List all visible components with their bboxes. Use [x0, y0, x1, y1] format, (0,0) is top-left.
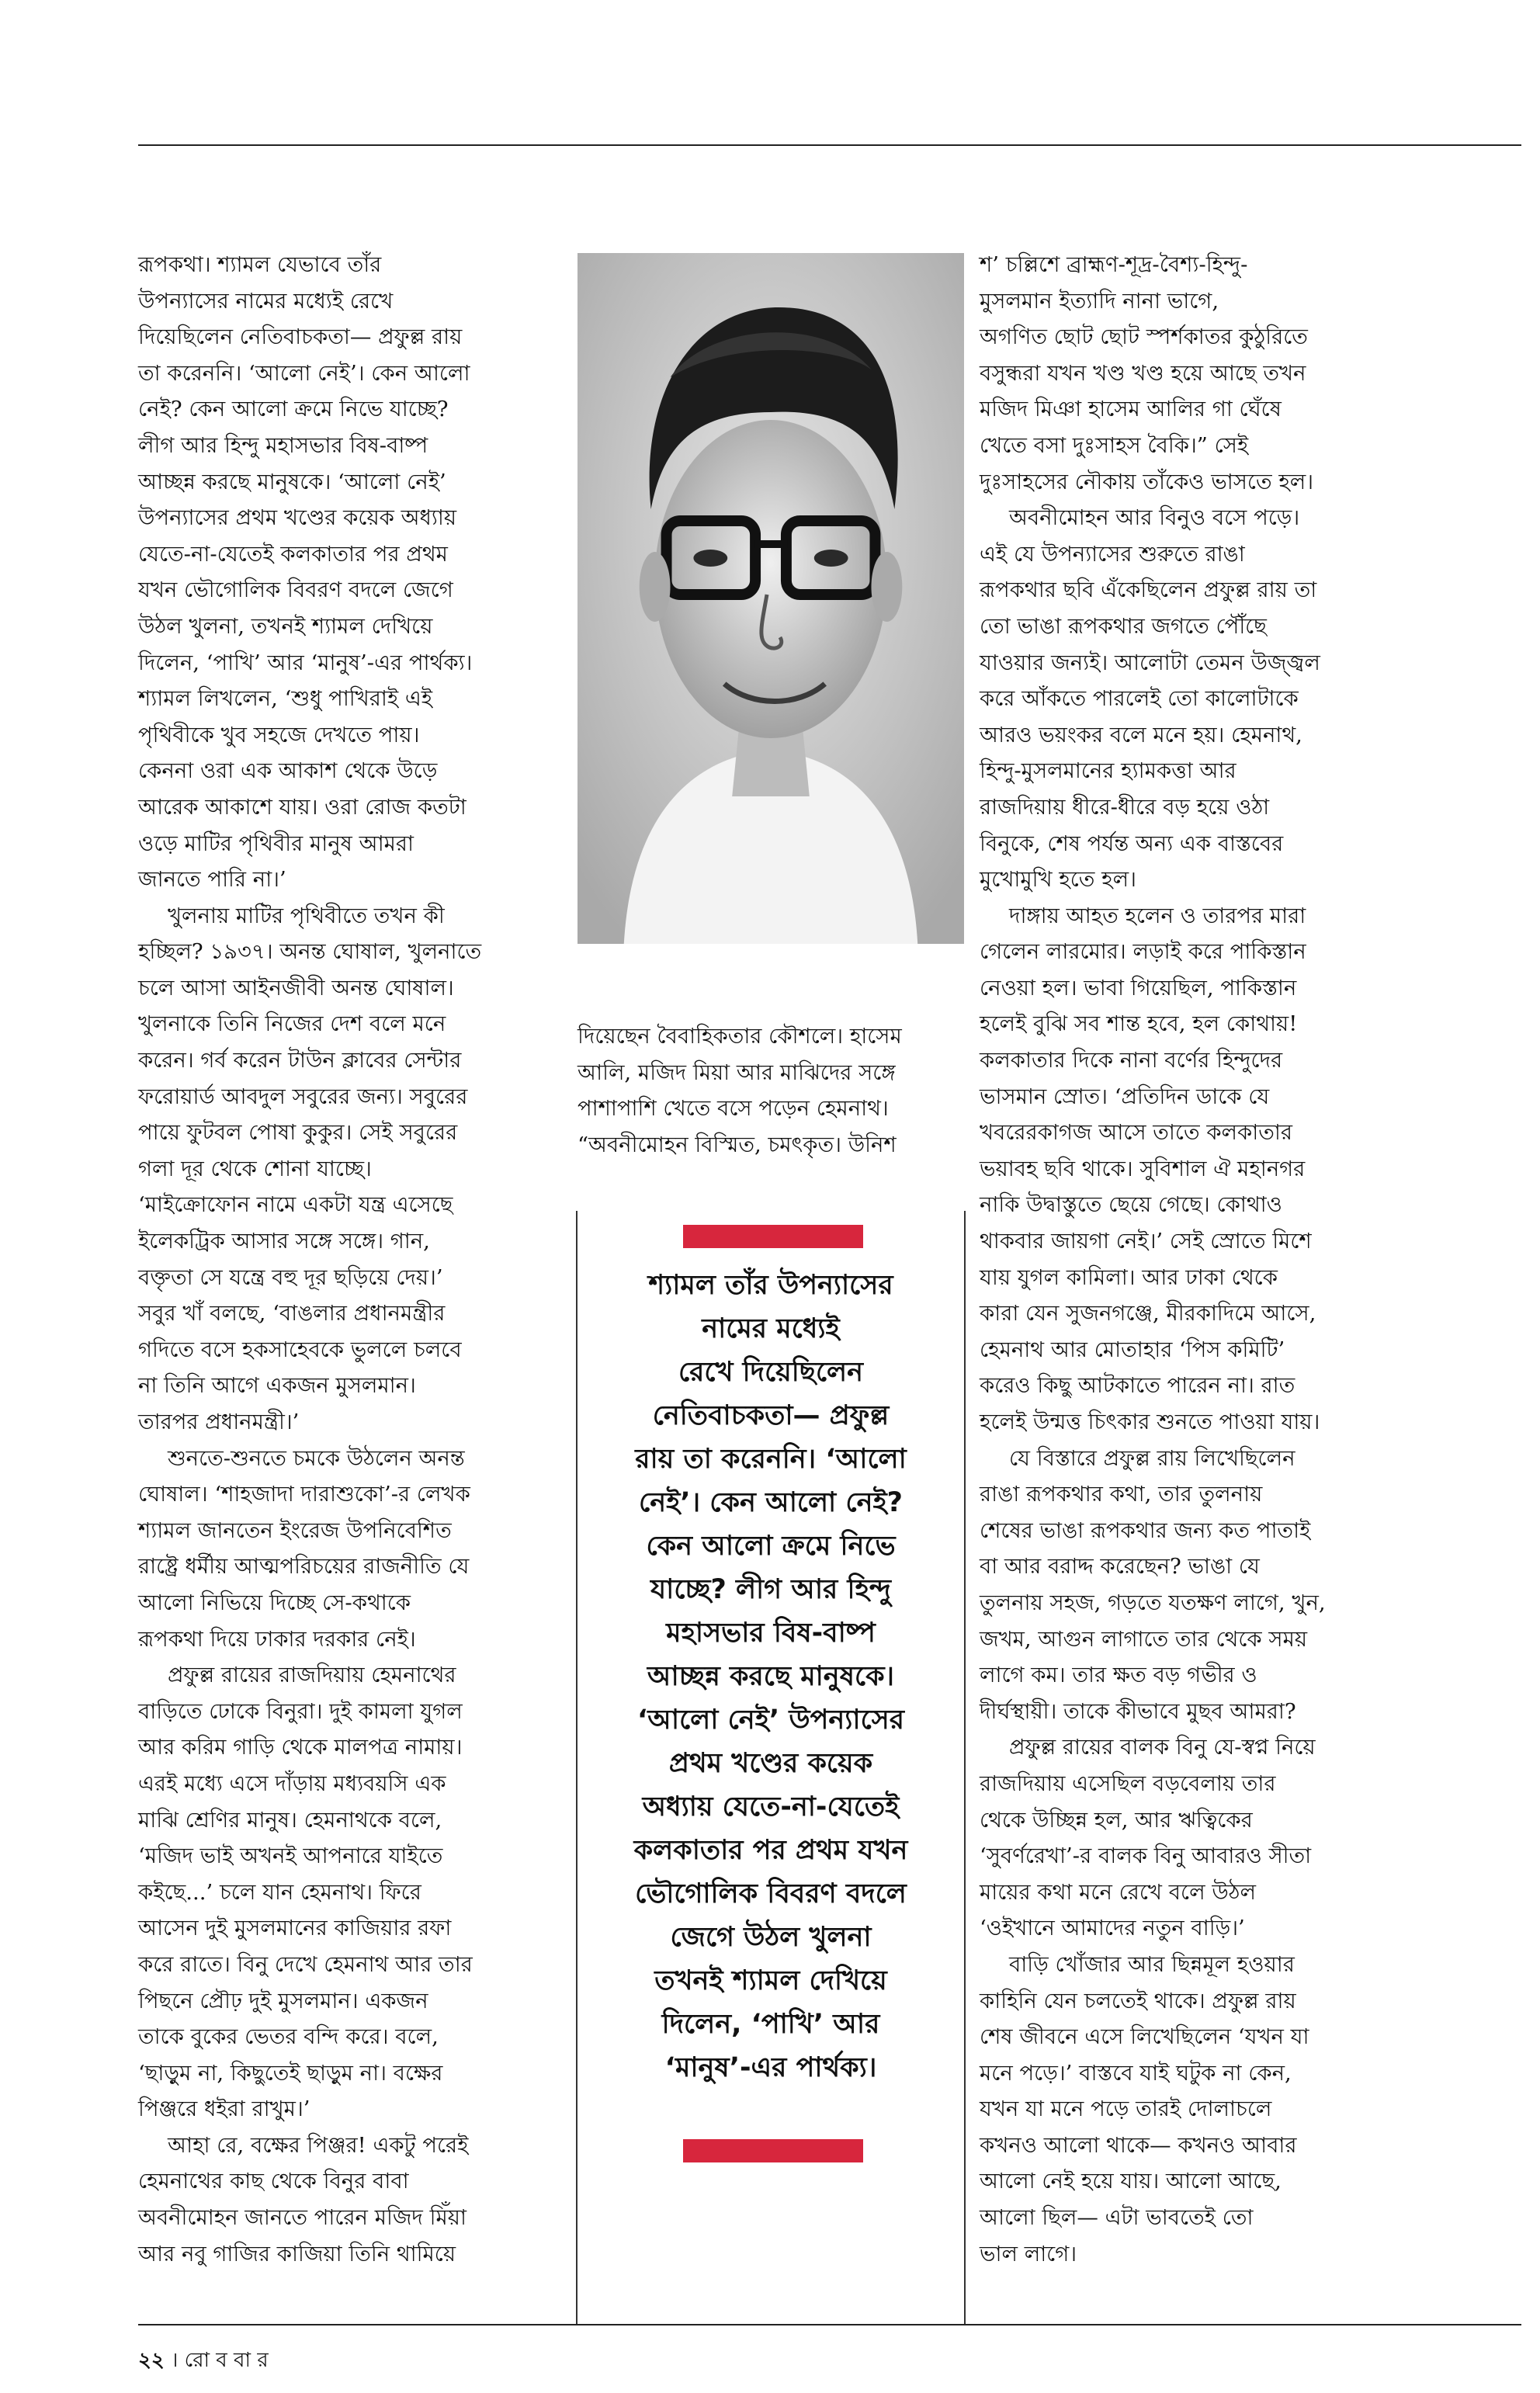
pull-quote-line: রেখে দিয়েছিলেন: [678, 1357, 864, 1388]
right-column-line: ভাসমান স্রোত। ‘প্রতিদিন ডাকে যে: [980, 1084, 1270, 1109]
right-column-line: করে আঁকতে পারলেই তো কালোটাকে: [980, 686, 1299, 712]
left-column-line: করেন। গর্ব করেন টাউন ক্লাবের সেন্টার: [138, 1048, 462, 1073]
right-column-line: আরও ভয়ংকর বলে মনে হয়। হেমনাথ,: [980, 722, 1302, 747]
left-column-line: আরেক আকাশে যায়। ওরা রোজ কতটা: [138, 794, 467, 820]
pull-quote-border-right: [964, 1211, 966, 2324]
right-column-line: নাকি উদ্বাস্তুতে ছেয়ে গেছে। কোথাও: [980, 1192, 1282, 1218]
right-column-line: কখনও আলো থাকে— কখনও আবার: [980, 2132, 1297, 2158]
right-column-line: নেওয়া হল। ভাবা গিয়েছিল, পাকিস্তান: [980, 975, 1297, 1001]
pull-quote: [579, 1264, 962, 2090]
left-column-line: অবনীমোহন জানতে পারেন মজিদ মিঁয়া: [138, 2205, 467, 2231]
right-column-line: অগণিত ছোট ছোট স্পর্শকাতর কুঠুরিতে: [980, 324, 1308, 350]
left-column-line: আর নবু গাজির কাজিয়া তিনি থামিয়ে: [138, 2241, 456, 2266]
pull-quote-line: জেগে উঠল খুলনা: [670, 1922, 872, 1953]
left-column-line: শ্যামল জানতেন ইংরেজ উপনিবেশিত: [138, 1517, 452, 1543]
bottom-rule: [138, 2324, 1521, 2325]
right-column-line: কারা যেন সুজনগঞ্জে, মীরকাদিমে আসে,: [980, 1301, 1316, 1327]
left-column-line: বাড়িতে ঢোকে বিনুরা। দুই কামলা যুগল: [138, 1698, 463, 1724]
right-column-line: ভাল লাগে।: [980, 2241, 1077, 2266]
left-column-line: আচ্ছন্ন করছে মানুষকে। ‘আলো নেই’: [138, 469, 446, 494]
right-column-line: করেও কিছু আটকাতে পারেন না। রাত: [980, 1373, 1295, 1399]
left-column-line: আর করিম গাড়ি থেকে মালপত্র নামায়।: [138, 1735, 463, 1760]
left-column-line: ঘোষাল। ‘শাহজাদা দারাশুকো’-র লেখক: [138, 1482, 470, 1507]
pull-quote-line: ‘আলো নেই’ উপন্যাসের: [636, 1705, 905, 1736]
left-column-line: পৃথিবীকে খুব সহজে দেখতে পায়।: [138, 722, 420, 747]
left-column-line: এরই মধ্যে এসে দাঁড়ায় মধ্যবয়সি এক: [138, 1770, 446, 1796]
right-column-line: হেমনাথ আর মোতাহার ‘পিস কমিটি’: [980, 1337, 1285, 1362]
left-column-line: আলো নিভিয়ে দিচ্ছে সে-কথাকে: [138, 1590, 411, 1615]
right-column-line: বিনুকে, শেষ পর্যন্ত অন্য এক বাস্তবের: [980, 831, 1284, 856]
middle-column-line: আলি, মজিদ মিয়া আর মাঝিদের সঙ্গে: [578, 1060, 896, 1085]
left-column-line: রূপকথা। শ্যামল যেভাবে তাঁর: [138, 252, 382, 277]
left-column-line: বক্তৃতা সে যন্ত্রে বহু দূর ছড়িয়ে দেয়।’: [138, 1264, 443, 1290]
right-column-line: প্রফুল্ল রায়ের বালক বিনু যে-স্বপ্ন নিয়ে: [1009, 1735, 1316, 1760]
pull-quote-line: তখনই শ্যামল দেখিয়ে: [654, 1965, 887, 1996]
pull-quote-line: শ্যামল তাঁর উপন্যাসের: [648, 1270, 893, 1301]
left-column-line: যখন ভৌগোলিক বিবরণ বদলে জেগে: [138, 577, 453, 603]
left-column-line: গলা দূর থেকে শোনা যাচ্ছে।: [138, 1156, 372, 1181]
right-column-line: হলেই বুঝি সব শান্ত হবে, হল কোথায়!: [980, 1011, 1298, 1037]
left-column-line: না তিনি আগে একজন মুসলমান।: [138, 1373, 416, 1399]
right-column-line: মনে পড়ে।’ বাস্তবে যাই ঘটুক না কেন,: [980, 2060, 1292, 2086]
right-column-line: যাওয়ার জন্যই। আলোটা তেমন উজ্জ্বল: [980, 650, 1320, 675]
right-column-line: রাজদিয়ায় এসেছিল বড়বেলায় তার: [980, 1770, 1276, 1796]
left-column-line: যেতে-না-যেতেই কলকাতার পর প্রথম: [138, 541, 448, 567]
left-column-line: শুনতে-শুনতে চমকে উঠলেন অনন্ত: [168, 1445, 465, 1471]
left-column-line: সবুর খাঁ বলছে, ‘বাঙলার প্রধানমন্ত্রীর: [138, 1301, 446, 1327]
left-column-line: কেননা ওরা এক আকাশ থেকে উড়ে: [138, 758, 438, 784]
right-column-line: রাঙা রূপকথার কথা, তার তুলনায়: [980, 1482, 1263, 1507]
pull-quote-line: আচ্ছন্ন করছে মানুষকে।: [647, 1661, 895, 1692]
right-column-line: এই যে উপন্যাসের শুরুতে রাঙা: [980, 541, 1245, 567]
pull-quote-accent-bar-bottom: [683, 2139, 863, 2162]
pull-quote-line: ‘মানুষ’-এর পার্থক্য।: [664, 2052, 877, 2083]
right-column-line: অবনীমোহন আর বিনুও বসে পড়ে।: [1009, 505, 1300, 531]
right-column-line: তুলনায় সহজ, গড়তে যতক্ষণ লাগে, খুন,: [980, 1590, 1326, 1615]
left-column-line: কইছে...’ চলে যান হেমনাথ। ফিরে: [138, 1879, 421, 1905]
right-column-line: শ’ চল্লিশে ব্রাহ্মণ-শূদ্র-বৈশ্য-হিন্দু-: [980, 252, 1248, 277]
left-column-line: নেই? কেন আলো ক্রমে নিভে যাচ্ছে?: [138, 397, 449, 422]
pull-quote-line: মহাসভার বিষ-বাষ্প: [666, 1618, 876, 1649]
right-column-line: মায়ের কথা মনে রেখে বলে উঠল: [980, 1879, 1256, 1905]
left-column-line: জানতে পারি না।’: [138, 867, 286, 893]
pull-quote-border-left: [576, 1211, 578, 2324]
left-column-line: হেমনাথের কাছ থেকে বিনুর বাবা: [138, 2169, 409, 2194]
pull-quote-line: নেই’। কেন আলো নেই?: [639, 1487, 903, 1518]
right-column-line: কলকাতার দিকে নানা বর্ণের হিন্দুদের: [980, 1048, 1283, 1073]
pull-quote-line: যাচ্ছে? লীগ আর হিন্দু: [650, 1574, 891, 1605]
right-column-line: দাঙ্গায় আহত হলেন ও তারপর মারা: [1009, 903, 1306, 928]
left-column-line: তাকে বুকের ভেতর বন্দি করে। বলে,: [138, 2024, 439, 2050]
article-column-left: [138, 247, 573, 2272]
left-column-line: লীগ আর হিন্দু মহাসভার বিষ-বাষ্প: [138, 432, 428, 458]
right-column-line: লাগে কম। তার ক্ষত বড় গভীর ও: [980, 1663, 1257, 1688]
footer-separator: ।: [171, 2349, 179, 2372]
right-column-line: আলো নেই হয়ে যায়। আলো আছে,: [980, 2169, 1282, 2194]
left-column-line: রূপকথা দিয়ে ঢাকার দরকার নেই।: [138, 1626, 416, 1652]
right-column-line: মুখোমুখি হতে হল।: [980, 867, 1136, 893]
pull-quote-line: ভৌগোলিক বিবরণ বদলে: [635, 1878, 907, 1909]
pull-quote-line: প্রথম খণ্ডের কয়েক: [668, 1748, 873, 1779]
middle-column-line: পাশাপাশি খেতে বসে পড়েন হেমনাথ।: [578, 1096, 889, 1122]
left-column-line: প্রফুল্ল রায়ের রাজদিয়ায় হেমনাথের: [168, 1663, 456, 1688]
right-column-line: বাড়ি খোঁজার আর ছিন্নমূল হওয়ার: [1009, 1951, 1295, 1977]
right-column-line: ভয়াবহ ছবি থাকে। সুবিশাল ঐ মহানগর: [980, 1156, 1306, 1181]
right-column-line: দুঃসাহসের নৌকায় তাঁকেও ভাসতে হল।: [980, 469, 1314, 494]
right-column-line: কাহিনি যেন চলতেই থাকে। প্রফুল্ল রায়: [980, 1988, 1296, 2013]
left-column-line: দিয়েছিলেন নেতিবাচকতা— প্রফুল্ল রায়: [138, 324, 463, 350]
left-column-line: পায়ে ফুটবল পোষা কুকুর। সেই সবুরের: [138, 1120, 458, 1146]
right-column-line: আলো ছিল— এটা ভাবতেই তো: [980, 2205, 1254, 2231]
right-column-line: হলেই উন্মত্ত চিৎকার শুনতে পাওয়া যায়।: [980, 1410, 1320, 1434]
left-column-line: খুলনাকে তিনি নিজের দেশ বলে মনে: [138, 1011, 446, 1037]
left-column-line: উপন্যাসের নামের মধ্যেই রেখে: [138, 288, 394, 314]
left-column-line: মাঝি শ্রেণির মানুষ। হেমনাথকে বলে,: [138, 1807, 442, 1833]
pull-quote-line: রায় তা করেননি। ‘আলো: [635, 1444, 907, 1475]
right-column-line: গেলেন লারমোর। লড়াই করে পাকিস্তান: [980, 939, 1306, 965]
top-rule: [138, 144, 1521, 146]
left-column-line: রাষ্ট্রে ধর্মীয় আত্মপরিচয়ের রাজনীতি যে: [138, 1554, 470, 1580]
right-column-line: শেষের ভাঙা রূপকথার জন্য কত পাতাই: [980, 1517, 1311, 1543]
right-column-line: রূপকথার ছবি এঁকেছিলেন প্রফুল্ল রায় তা: [980, 577, 1317, 603]
right-column-line: দীর্ঘস্থায়ী। তাকে কীভাবে মুছব আমরা?: [980, 1698, 1296, 1724]
right-column-line: থাকবার জায়গা নেই।’ সেই স্রোতে মিশে: [980, 1229, 1312, 1254]
article-column-middle: [578, 1018, 966, 1163]
left-column-line: হচ্ছিল? ১৯৩৭। অনন্ত ঘোষাল, খুলনাতে: [138, 939, 482, 965]
left-column-line: ইলেকট্রিক আসার সঙ্গে সঙ্গে। গান,: [138, 1229, 430, 1254]
pull-quote-accent-bar-top: [683, 1225, 863, 1248]
right-column-line: শেষ জীবনে এসে লিখেছিলেন ‘যখন যা: [980, 2024, 1309, 2050]
pull-quote-line: নামের মধ্যেই: [702, 1313, 840, 1344]
left-column-line: খুলনায় মাটির পৃথিবীতে তখন কী: [168, 903, 445, 928]
right-column-line: হিন্দু-মুসলমানের হ্যামকত্তা আর: [980, 758, 1237, 784]
left-column-line: উঠল খুলনা, তখনই শ্যামল দেখিয়ে: [138, 613, 433, 639]
right-column-line: যে বিস্তারে প্রফুল্ল রায় লিখেছিলেন: [1009, 1445, 1295, 1471]
left-column-line: চলে আসা আইনজীবী অনন্ত ঘোষাল।: [138, 975, 454, 1001]
magazine-name: রো ব বা র: [184, 2349, 269, 2372]
pull-quote-line: দিলেন, ‘পাখি’ আর: [661, 2009, 880, 2040]
middle-column-line: দিয়েছেন বৈবাহিকতার কৌশলে। হাসেম: [578, 1024, 902, 1049]
page-footer: [138, 2344, 269, 2378]
right-column-line: যায় যুগল কামিলা। আর ঢাকা থেকে: [980, 1264, 1278, 1290]
pull-quote-line: কেন আলো ক্রমে নিভে: [646, 1531, 896, 1562]
left-column-line: ‘ছাড়ুম না, কিছুতেই ছাড়ুম না। বক্ষের: [138, 2060, 443, 2086]
right-column-line: খবরেরকাগজ আসে তাতে কলকাতার: [980, 1120, 1292, 1146]
right-column-line: মজিদ মিঞা হাসেম আলির গা ঘেঁষে: [980, 397, 1282, 422]
right-column-line: যখন যা মনে পড়ে তারই দোলাচলে: [980, 2096, 1272, 2122]
left-column-line: পিঞ্জরে ধইরা রাখুম।’: [138, 2096, 310, 2122]
left-column-line: আহা রে, বক্ষের পিঞ্জর! একটু পরেই: [168, 2132, 469, 2158]
left-column-line: আসেন দুই মুসলমানের কাজিয়ার রফা: [138, 1916, 452, 1941]
left-column-line: দিলেন, ‘পাখি’ আর ‘মানুষ’-এর পার্থক্য।: [138, 650, 473, 675]
right-column-line: থেকে উচ্ছিন্ন হল, আর ঋত্বিকের: [980, 1807, 1253, 1833]
left-column-line: শ্যামল লিখলেন, ‘শুধু পাখিরাই এই: [138, 686, 433, 712]
left-column-line: ‘মাইক্রোফোন নামে একটা যন্ত্র এসেছে: [138, 1192, 453, 1218]
left-column-line: পিছনে প্রৌঢ় দুই মুসলমান। একজন: [138, 1988, 428, 2013]
right-column-line: খেতে বসা দুঃসাহস বৈকি।” সেই: [980, 432, 1249, 458]
left-column-line: ফরোয়ার্ড আবদুল সবুরের জন্য। সবুরের: [138, 1084, 468, 1109]
pull-quote-line: অধ্যায় যেতে-না-যেতেই: [642, 1791, 900, 1822]
article-column-right: [980, 247, 1414, 2272]
right-column-line: তো ভাঙা রূপকথার জগতে পৌঁছে: [980, 613, 1267, 639]
left-column-line: ওড়ে মাটির পৃথিবীর মানুষ আমরা: [138, 831, 414, 856]
right-column-line: ‘সুবর্ণরেখা’-র বালক বিনু আবারও সীতা: [980, 1843, 1312, 1869]
left-column-line: ‘মজিদ ভাই অখনই আপনারে যাইতে: [138, 1843, 443, 1869]
pull-quote-line: কলকাতার পর প্রথম যখন: [633, 1835, 908, 1866]
page-number: ২২: [138, 2349, 165, 2372]
right-column-line: মুসলমান ইত্যাদি নানা ভাগে,: [980, 288, 1219, 314]
left-column-line: তা করেননি। ‘আলো নেই’। কেন আলো: [138, 360, 470, 386]
left-column-line: গদিতে বসে হকসাহেবকে ভুললে চলবে: [138, 1337, 462, 1362]
left-column-line: উপন্যাসের প্রথম খণ্ডের কয়েক অধ্যায়: [138, 505, 457, 531]
left-column-line: করে রাতে। বিনু দেখে হেমনাথ আর তার: [138, 1951, 473, 1977]
author-portrait-photo: [578, 253, 964, 944]
right-column-line: বা আর বরাদ্দ করেছেন? ভাঙা যে: [980, 1554, 1260, 1580]
left-column-line: তারপর প্রধানমন্ত্রী।’: [138, 1410, 300, 1434]
right-column-line: ‘ওইখানে আমাদের নতুন বাড়ি।’: [980, 1916, 1245, 1941]
right-column-line: রাজদিয়ায় ধীরে-ধীরে বড় হয়ে ওঠা: [980, 794, 1270, 820]
right-column-line: বসুন্ধরা যখন খণ্ড খণ্ড হয়ে আছে তখন: [980, 360, 1306, 386]
portrait-illustration: [578, 253, 964, 944]
right-column-line: জখম, আগুন লাগাতে তার থেকে সময়: [980, 1626, 1308, 1652]
pull-quote-line: নেতিবাচকতা— প্রফুল্ল: [652, 1400, 890, 1431]
middle-column-line: “অবনীমোহন বিস্মিত, চমৎকৃত। উনিশ: [578, 1132, 897, 1157]
